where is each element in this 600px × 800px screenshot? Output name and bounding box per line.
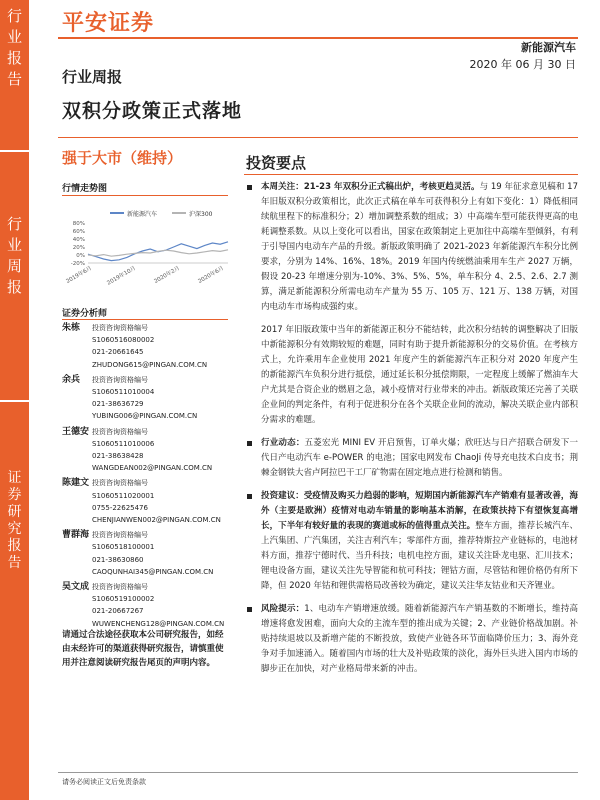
y-tick-label: 20% [72,245,85,251]
side-band-char: 业 [6,28,22,46]
analyst-entry [62,581,232,630]
analyst-name: 余兵 [62,374,81,385]
analyst-name: 吴文成 [62,582,90,593]
side-band-char: 告 [6,70,22,88]
analyst-detail: S1060519100002 [92,595,155,604]
bullet-label: 行业动态： [261,438,305,448]
company-logo: 平安证券 [62,11,155,36]
analyst-detail: 投资咨询资格编号 [92,583,148,592]
header-rule [58,37,578,39]
analyst-detail: 投资咨询资格编号 [92,531,148,540]
y-tick-label: 60% [72,229,85,235]
analyst-detail: 投资咨询资格编号 [92,479,148,488]
x-tick-label: 2020年2月 [153,265,181,285]
analyst-detail: S1060511010006 [92,439,155,448]
analyst-email[interactable]: WUWENCHENG128@PINGAN.COM.CN [92,619,225,628]
bullet-text: 1、电动车产销增速放缓。随着新能源汽车产销基数的不断增长，维持高增速将愈发困难，面向大众的主流车型的推出成为关键；2、产业链价格战加剧。补贴持续退坡以及新增产能的不断投放，致使产业链各环节面临降价压力；3、海外竞争对手加速涌入。随着国内市场的壮大及补贴政策的淡化，海外巨头进入国内市场的脚步正在加快，对产业格局带来新的冲击。 [261,604,578,674]
analyst-detail: 021-38638428 [92,452,144,461]
side-band-char: 报 [6,49,22,67]
analyst-list [62,322,232,630]
side-band-report-label [0,6,29,90]
analyst-detail: 021-20661645 [92,348,144,357]
analyst-entry [62,426,232,475]
analyst-name: 陈建文 [62,478,90,489]
analyst-name: 王德安 [62,426,90,437]
x-tick-label: 2019年10月 [106,265,137,287]
analyst-detail: 投资咨询资格编号 [92,324,148,332]
analyst-entry [62,477,232,526]
side-band-char: 究 [7,521,22,537]
section-rule [244,174,578,175]
trend-chart-title: 行情走势图 [62,184,108,194]
bullet-text: 与 19 年征求意见稿和 17 年旧版双积分政策相比，此次正式稿在单车可获得积分上有如下变化：1）降低相同续航里程下的标准积分；2）增加调整系数的组成；3）中高端车型可能获得更高的电耗调整系数。从以上变化可以看出，国家在政策制定上更加往中高端车型倾斜，有利于引导国内电动车产品的升级。新版政策明确了 2021-2023 年新能源汽车积分比例要求，分别为 14%、16%、18%。2019 年国内传统燃油乘用车生产 2027 万辆，假设 20-23 年增速分别为-10%、3%、5%、5%，单车积分 4、2.5、2.6、2.7 测算，满足新能源积分所需电动车产量为 55 万、105 万、121 万、138 万辆，对国内电动车市场构成强约束。 [261,182,578,312]
analyst-email[interactable]: CHENJIANWEN002@PINGAN.COM.CN [92,516,221,525]
page-title: 双积分政策正式落地 [62,100,243,122]
bullet-risk [244,602,578,677]
analyst-info [92,374,232,423]
analyst-email[interactable]: YUBING006@PINGAN.COM.CN [92,412,198,421]
analyst-entry [62,374,232,423]
analyst-entry [62,322,232,371]
bullet-dynamics [244,436,578,481]
analyst-info [92,477,232,526]
analyst-email[interactable]: WANGDEAN002@PINGAN.COM.CN [92,464,213,473]
analyst-email[interactable]: CAOQUNHAI345@PINGAN.COM.CN [92,567,214,576]
footer-rule [58,772,578,773]
side-band-char: 研 [7,504,22,520]
footer-note: 请务必阅读正文后免责条款 [62,778,146,786]
side-band-research-label [0,470,29,572]
analyst-detail: S1060511020001 [92,491,155,500]
disclaimer-note: 请通过合法途径获取本公司研究报告，如经由未经许可的渠道获得研究报告，请慎重使用并注意阅读研究报告尾页的声明内容。 [62,630,224,668]
x-tick-label: 2019年6月 [65,265,93,285]
rating-label: 强于大市（维持） [62,149,183,167]
industry-label: 新能源汽车 [521,41,576,54]
section-rule [62,195,228,196]
bullet-lead: 受疫情及购买力趋弱的影响，短期国内新能源汽车产销难有显著改善，海外（主要是欧洲）疫情对电动车销量的影响基本消解，在政策扶持下有望恢复高增长，下半年有较好量的表现的赛道或标的值得重点关注。 [261,491,578,531]
series-line [88,250,228,256]
side-band-weekly-label [0,214,29,298]
section-title-key-points: 投资要点 [246,154,307,172]
analyst-entry [62,529,232,578]
bullet-label: 投资建议： [261,491,304,501]
analyst-detail: 投资咨询资格编号 [92,427,148,436]
side-band-char: 券 [7,487,22,503]
bullet-label: 风险提示： [261,604,305,614]
analyst-info [92,426,232,475]
y-tick-label: 40% [72,237,85,243]
side-band-char: 周 [6,257,22,275]
side-band-char: 业 [6,236,22,254]
analyst-email[interactable]: ZHUDONG615@PINGAN.COM.CN [92,360,208,369]
analyst-section-title: 证券分析师 [62,309,108,319]
analyst-detail: 021-38636729 [92,400,144,409]
y-tick-label: 0% [76,253,85,259]
bullet-lead: 21-23 年双积分正式稿出炉，考核更趋灵活。 [303,182,480,192]
analyst-detail: 021-20667267 [92,607,144,616]
analyst-detail: S1060511010004 [92,388,155,397]
analyst-name: 朱栋 [62,323,81,333]
bullet-focus [244,180,578,315]
analyst-info [92,529,232,578]
side-band-char: 报 [7,538,22,554]
side-band-char: 行 [6,7,22,25]
report-type: 行业周报 [62,68,123,86]
side-band-divider [0,150,29,152]
title-rule [58,137,578,138]
analyst-info [92,322,232,371]
analyst-detail: S1060516080002 [92,336,155,345]
analyst-info [92,581,232,630]
analyst-name: 曹群海 [62,530,90,541]
analyst-detail: 投资咨询资格编号 [92,375,148,384]
side-band-char: 报 [6,278,22,296]
legend-label: 新能源汽车 [127,211,158,218]
side-band-char: 行 [6,215,22,233]
y-tick-label: -20% [70,261,85,267]
report-date: 2020 年 06 月 30 日 [469,58,576,71]
section-rule [62,319,228,320]
side-band-char: 告 [7,555,22,571]
trend-chart [62,201,232,291]
legend-label: 沪深300 [189,211,213,218]
paragraph: 2017 年旧版政策中当年的新能源正积分不能结转，此次积分结转的调整解决了旧版中新能源积分有效期较短的难题，同时有助于提升新能源积分的交易价值。在考核方式上，允许乘用车企业使用 2021 年度产生的新能源汽车正积分对 2020 年度产生的新能源汽车负积分进行抵偿，通过延长积分抵偿期限，一定程度上缓解了燃油车大户尤其是合资企业的燃眉之急，减小疫情对行业带来的冲击。新版政策还完善了关联企业间的判定条件，有利于促进积分在各个关联企业间的流动，解决关联企业内部积分需求的难题。 [261,325,578,425]
bullet-label: 本周关注： [261,182,304,192]
bullet-advice [244,489,578,594]
key-points-body [244,180,578,685]
bullet-text: 整车方面，推荐长城汽车、上汽集团、广汽集团，关注吉利汽车；零部件方面，推荐特斯拉产业链标的，电池材料方面，推荐宁德时代、当升科技；电机电控方面，建议关注卧龙电驱、汇川技术；锂电设备方面，建议关注先导智能和杭可科技；锂钴方面，尽管钴和锂价格仍有所下降，但 2020 年钴和锂供需格局改善较为确定，建议关注华友钴业和天齐锂业。 [261,521,578,591]
side-band-char: 证 [7,470,22,486]
side-band-divider [0,400,29,402]
analyst-detail: 021-38630860 [92,555,144,564]
analyst-detail: S1060518100001 [92,543,155,552]
y-tick-label: 80% [72,221,85,227]
x-tick-label: 2020年6月 [197,265,225,285]
bullet-text: 五菱宏光 MINI EV 开启预售，订单火爆；欣旺达与日产招联合研发下一代日产电动汽车 e-POWER 的电池；国家电网发布 ChaoJi 传导充电技术白皮书；荆棘金钢铁大省卢阿拉巴干工厂矿物需在固定地点进行检测和销售。 [261,438,578,478]
analyst-detail: 0755-22625476 [92,503,148,512]
